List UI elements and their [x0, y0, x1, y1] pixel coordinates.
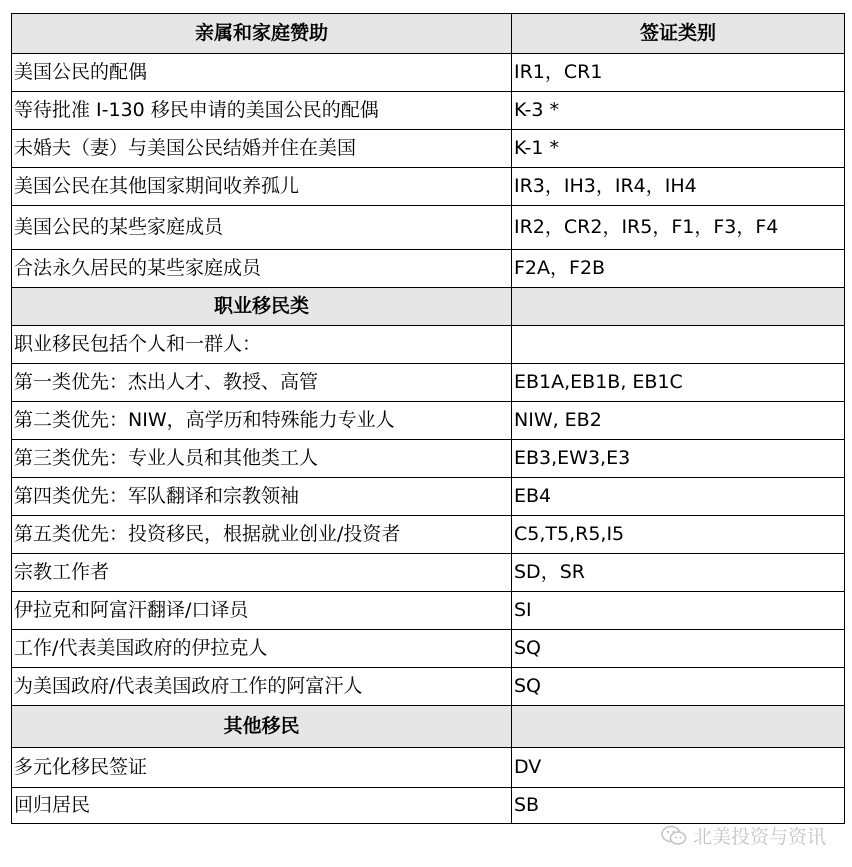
row-visa: EB1A,EB1B, EB1C	[512, 364, 845, 402]
row-description: 伊拉克和阿富汗翻译/口译员	[12, 592, 512, 630]
row-description: 宗教工作者	[12, 554, 512, 592]
table-row	[12, 364, 845, 402]
table-row	[12, 554, 845, 592]
table-row	[12, 168, 845, 206]
row-visa: EB3,EW3,E3	[512, 440, 845, 478]
row-visa: SQ	[512, 668, 845, 706]
section-visa-employment	[512, 288, 845, 326]
row-description: 美国公民的某些家庭成员	[12, 206, 512, 250]
table-row	[12, 440, 845, 478]
row-description: 职业移民包括个人和一群人：	[12, 326, 512, 364]
row-visa	[512, 326, 845, 364]
table-row	[12, 788, 845, 824]
row-description: 美国公民在其他国家期间收养孤儿	[12, 168, 512, 206]
row-description: 多元化移民签证	[12, 748, 512, 788]
row-visa: IR3，IH3，IR4，IH4	[512, 168, 845, 206]
row-visa: C5,T5,R5,I5	[512, 516, 845, 554]
row-visa: IR2，CR2，IR5，F1，F3，F4	[512, 206, 845, 250]
table-row	[12, 516, 845, 554]
row-visa: SD，SR	[512, 554, 845, 592]
row-visa: K-3 *	[512, 92, 845, 130]
section-title-other: 其他移民	[12, 706, 512, 748]
row-description: 工作/代表美国政府的伊拉克人	[12, 630, 512, 668]
table-row	[12, 668, 845, 706]
row-description: 美国公民的配偶	[12, 54, 512, 92]
table-row	[12, 250, 845, 288]
section-title-employment: 职业移民类	[12, 288, 512, 326]
row-description: 回归居民	[12, 788, 512, 824]
table-row	[12, 478, 845, 516]
row-visa: SQ	[512, 630, 845, 668]
row-visa: EB4	[512, 478, 845, 516]
table-row	[12, 92, 845, 130]
row-description: 第五类优先：投资移民，根据就业创业/投资者	[12, 516, 512, 554]
watermark	[661, 822, 826, 849]
row-visa: NIW, EB2	[512, 402, 845, 440]
table-row	[12, 54, 845, 92]
row-description: 第三类优先：专业人员和其他类工人	[12, 440, 512, 478]
row-description: 第一类优先：杰出人才、教授、高管	[12, 364, 512, 402]
table-row	[12, 402, 845, 440]
section-row-other	[12, 706, 845, 748]
header-visa-category: 签证类别	[512, 14, 845, 54]
header-family-sponsorship: 亲属和家庭赞助	[12, 14, 512, 54]
table-row	[12, 592, 845, 630]
watermark-text: 北美投资与资讯	[692, 826, 826, 848]
row-visa: DV	[512, 748, 845, 788]
wechat-icon	[661, 825, 687, 847]
row-visa: F2A，F2B	[512, 250, 845, 288]
table-row	[12, 748, 845, 788]
row-visa: SI	[512, 592, 845, 630]
section-row-employment	[12, 288, 845, 326]
section-visa-other	[512, 706, 845, 748]
row-description: 合法永久居民的某些家庭成员	[12, 250, 512, 288]
row-description: 等待批准 I-130 移民申请的美国公民的配偶	[12, 92, 512, 130]
visa-category-table	[11, 13, 845, 824]
row-description: 为美国政府/代表美国政府工作的阿富汗人	[12, 668, 512, 706]
table-row	[12, 206, 845, 250]
table-row	[12, 630, 845, 668]
row-description: 第四类优先：军队翻译和宗教领袖	[12, 478, 512, 516]
row-description: 第二类优先：NIW，高学历和特殊能力专业人	[12, 402, 512, 440]
row-visa: K-1 *	[512, 130, 845, 168]
table-row	[12, 326, 845, 364]
row-visa: SB	[512, 788, 845, 824]
table-header-row	[12, 14, 845, 54]
row-description: 未婚夫（妻）与美国公民结婚并住在美国	[12, 130, 512, 168]
row-visa: IR1，CR1	[512, 54, 845, 92]
table-row	[12, 130, 845, 168]
